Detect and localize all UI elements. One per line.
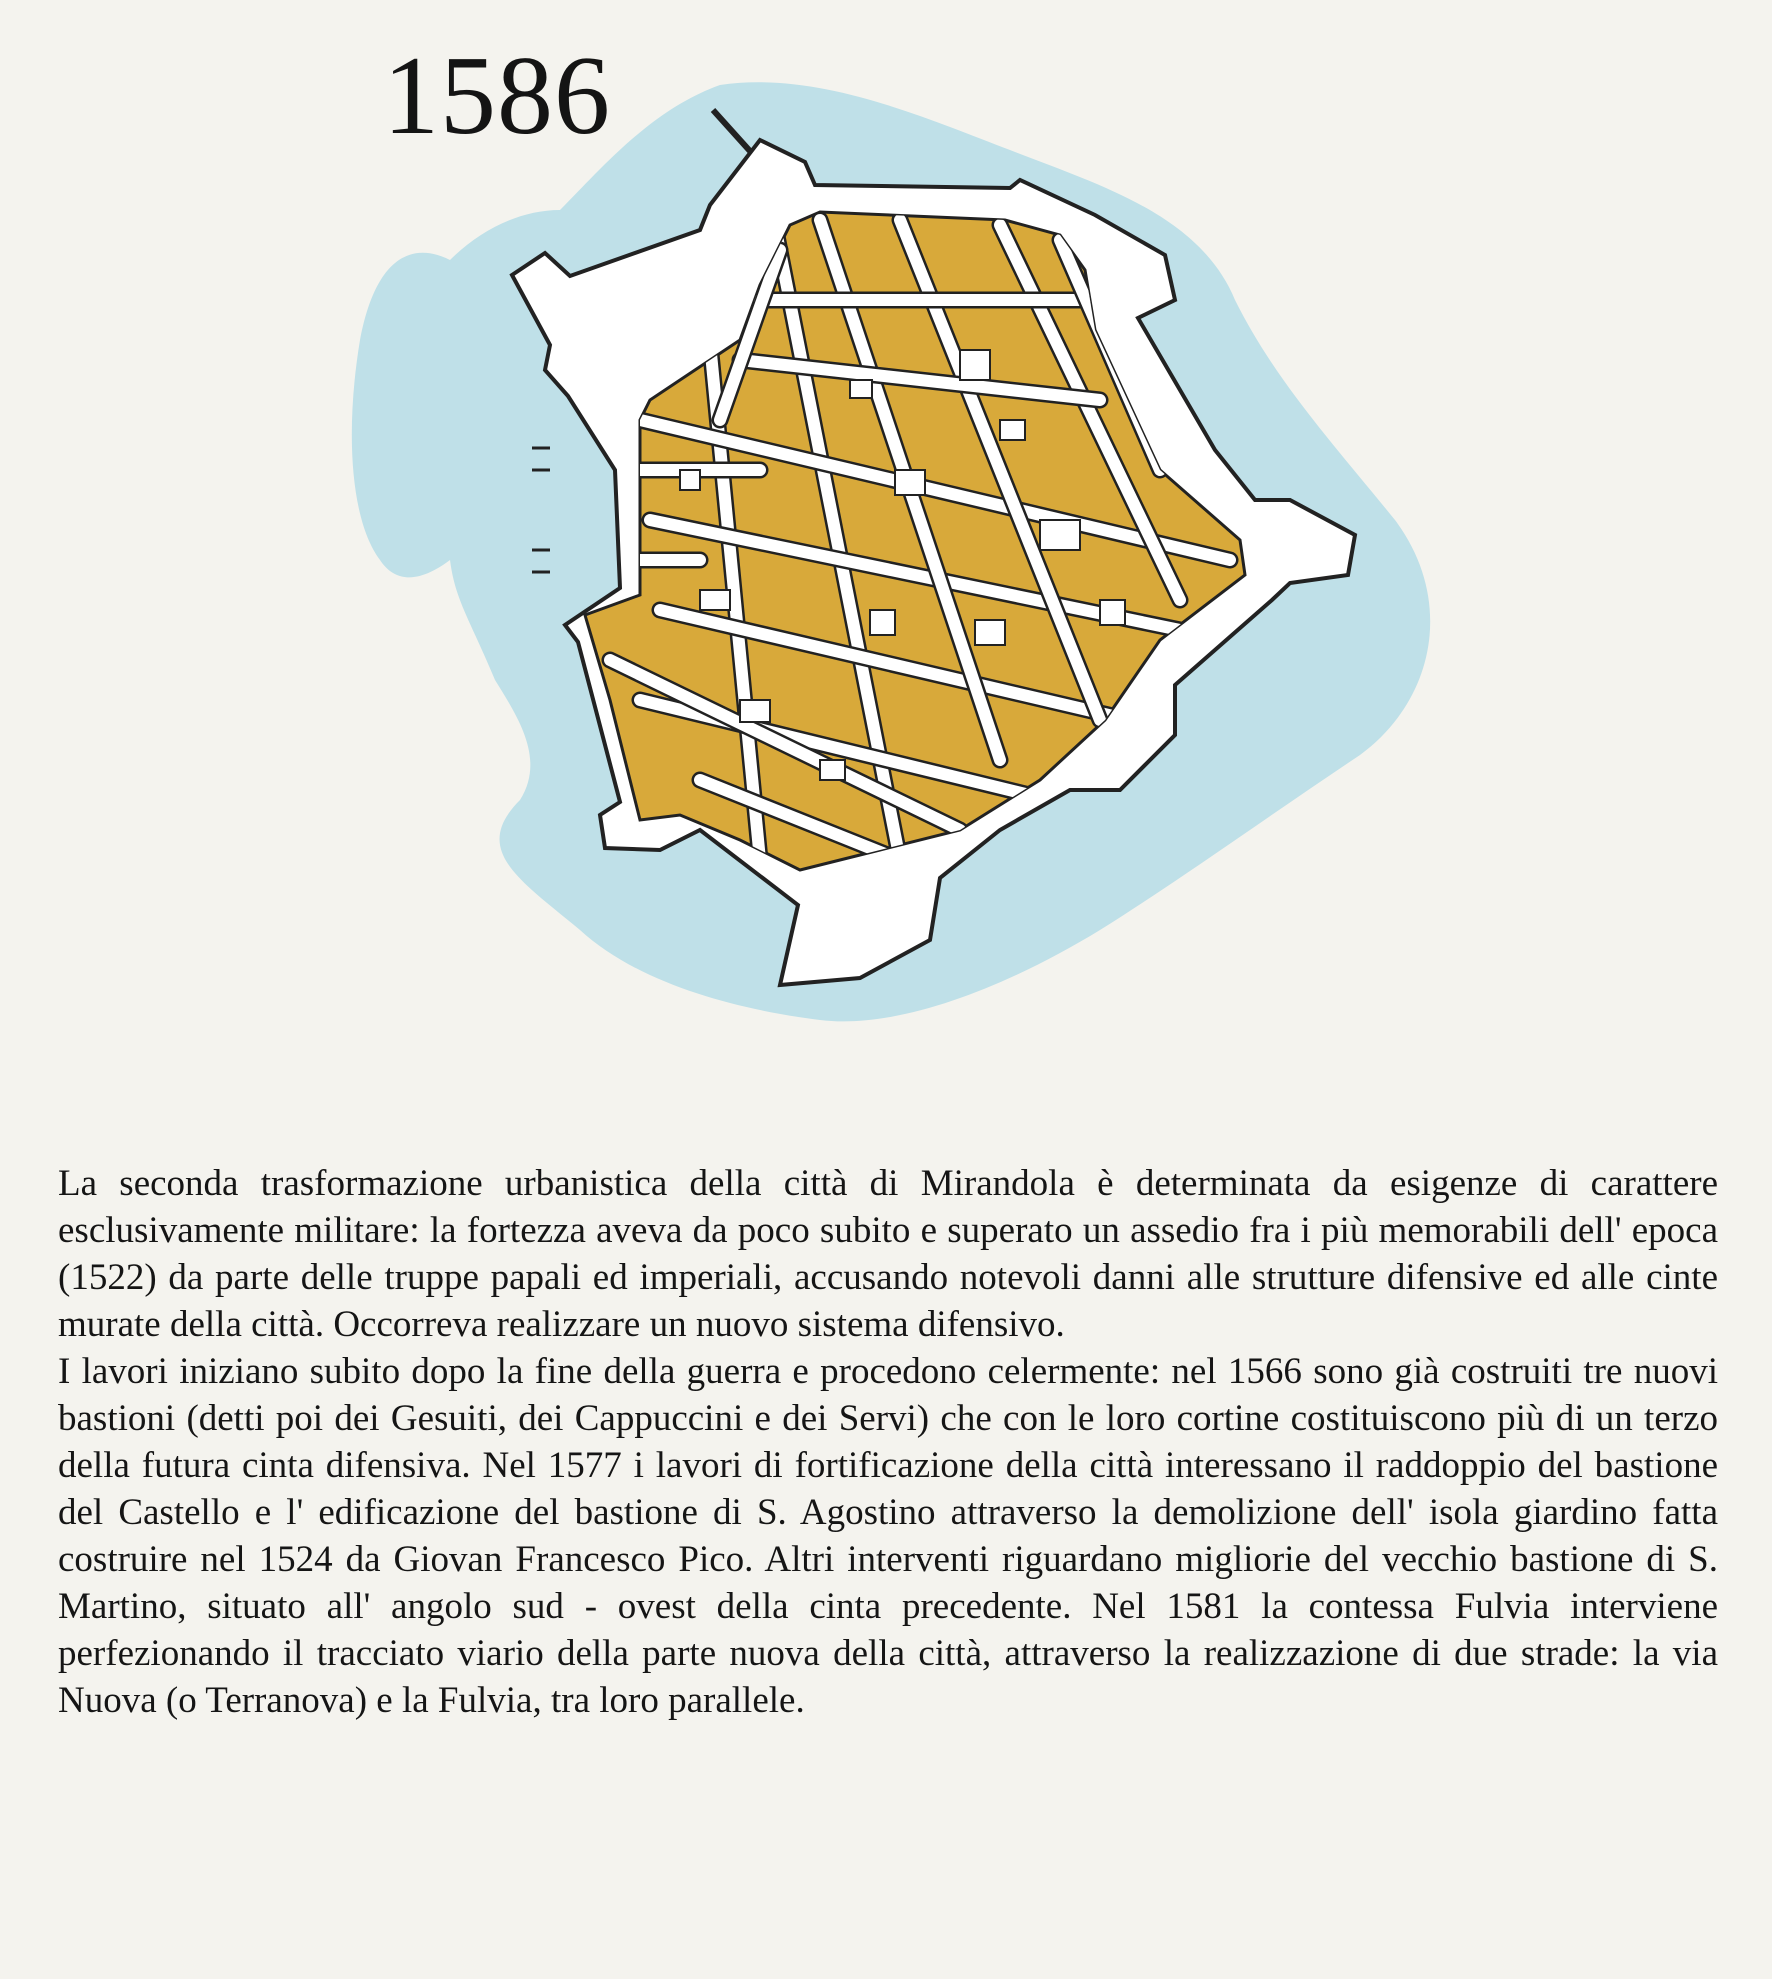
courtyard-7: [820, 760, 845, 780]
courtyard-5: [700, 590, 730, 610]
courtyard-10: [850, 380, 872, 398]
courtyard-11: [680, 470, 700, 490]
courtyard-2: [1040, 520, 1080, 550]
caption-paragraph-1: La seconda trasformazione urbanistica della città di Mirandola è determinata da esigenze di carattere esclusivamente militare: la fortezza aveva da poco subito e superato un assedio fra i più memorabili dell' epoca (1522) da parte delle truppe papali ed imperiali, accusando notevoli danni alle strutture difensive ed alle cinte murate della città. Occorreva realizzare un nuovo sistema difensivo.: [58, 1163, 1718, 1345]
fortified-city-map: [330, 80, 1480, 1040]
caption-text: [58, 1160, 1718, 1724]
courtyard-0: [960, 350, 990, 380]
page-title: 1586: [383, 34, 611, 158]
caption-paragraph-2: I lavori iniziano subito dopo la fine della guerra e procedono celermente: nel 1566 sono già costruiti tre nuovi bastioni (detti poi dei Gesuiti, dei Cappuccini e dei Servi) che con le loro cortine costituiscono più di un terzo della futura cinta difensiva. Nel 1577 i lavori di fortificazione della città interessano il raddoppio del bastione del Castello e l' edificazione del bastione di S. Agostino attraverso la demolizione dell' isola giardino fatta costruire nel 1524 da Giovan Francesco Pico. Altri interventi riguardano migliorie del vecchio bastione di S. Martino, situato all' angolo sud - ovest della cinta precedente. Nel 1581 la contessa Fulvia interviene perfezionando il tracciato viario della parte nuova della città, attraverso la realizzazione di due strade: la via Nuova (o Terranova) e la Fulvia, tra loro parallele.: [58, 1351, 1718, 1721]
courtyard-1: [895, 470, 925, 495]
courtyard-3: [975, 620, 1005, 645]
courtyard-6: [740, 700, 770, 722]
courtyard-8: [1100, 600, 1125, 625]
courtyard-4: [870, 610, 895, 635]
courtyard-9: [1000, 420, 1025, 440]
